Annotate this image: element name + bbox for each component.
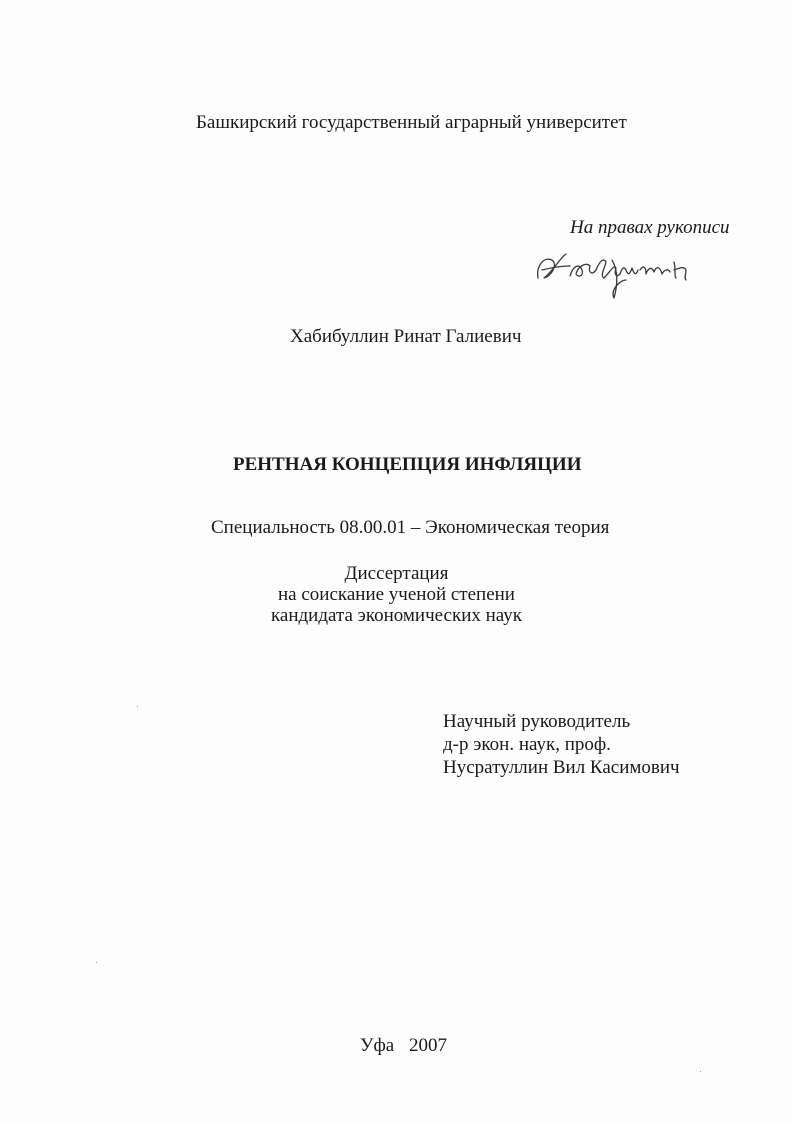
supervisor-role: Научный руководитель: [443, 711, 631, 732]
manuscript-rights-note: На правах рукописи: [570, 217, 730, 238]
place-and-year: [360, 1035, 447, 1057]
author-signature: [530, 240, 700, 302]
specialty-line: Специальность 08.00.01 – Экономическая теория: [211, 517, 610, 538]
author-name: Хабибуллин Ринат Галиевич: [290, 326, 522, 347]
supervisor-name: Нусратуллин Вил Касимович: [443, 757, 680, 778]
scan-speck: [96, 962, 97, 963]
university-name: Башкирский государственный аграрный университет: [196, 112, 627, 133]
supervisor-degree: д-р экон. наук, проф.: [443, 734, 611, 755]
dissertation-type: Диссертация: [344, 563, 449, 584]
dissertation-title: РЕНТНАЯ КОНЦЕПЦИЯ ИНФЛЯЦИИ: [233, 454, 582, 475]
scan-speck: [700, 1071, 701, 1072]
dissertation-purpose: на соискание ученой степени: [278, 584, 515, 605]
city: Уфа: [360, 1035, 395, 1056]
scan-speck: [137, 706, 138, 707]
dissertation-degree: кандидата экономических наук: [270, 605, 523, 626]
year: 2007: [408, 1035, 447, 1056]
